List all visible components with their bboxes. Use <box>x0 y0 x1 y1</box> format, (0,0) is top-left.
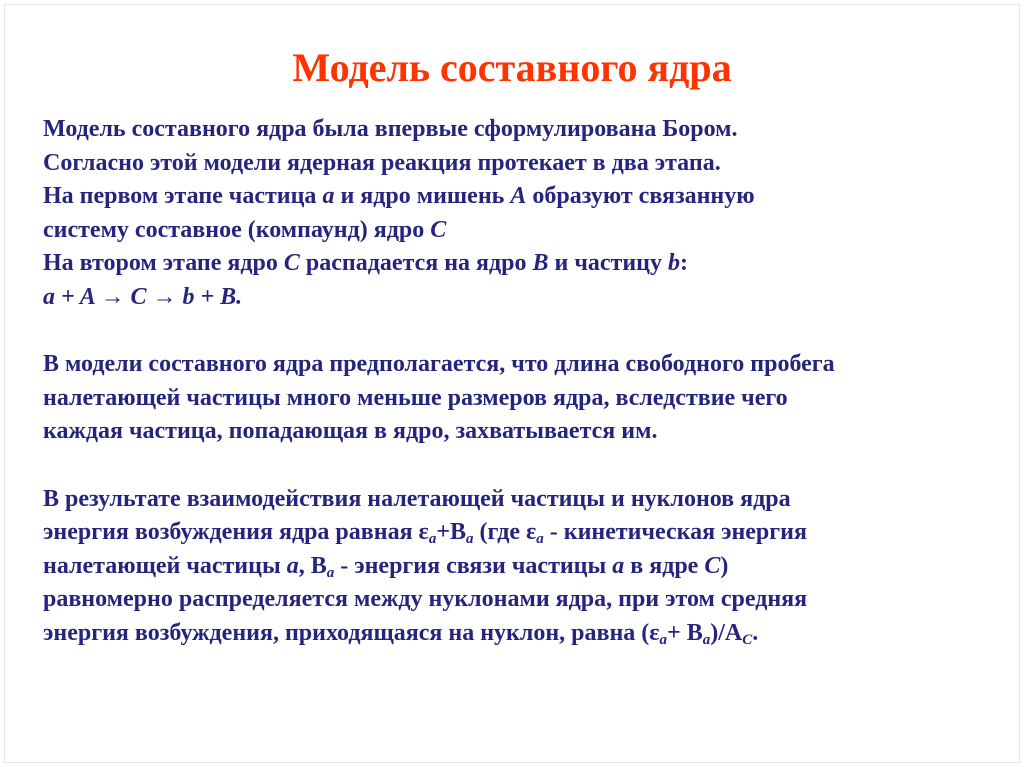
paragraph3-line4: равномерно распределяется между нуклонами ядра, при этом средняя <box>43 586 808 613</box>
text-segment: ) <box>720 552 729 579</box>
variable-B: В <box>532 250 549 277</box>
variable-A: А <box>510 183 527 210</box>
paragraph3-line5 <box>43 617 1003 651</box>
subscript-a: a <box>466 531 474 548</box>
paragraph1-line5 <box>43 247 1003 281</box>
variable-C: С <box>283 250 300 277</box>
reaction-formula: a + A → C → b + B. <box>43 283 243 310</box>
text-segment: , B <box>298 552 327 579</box>
paragraph-spacer <box>43 449 1003 483</box>
variable-a: a <box>612 552 625 579</box>
paragraph3-line2 <box>43 516 1003 550</box>
subscript-a: a <box>428 531 437 548</box>
paragraph-spacer <box>43 315 1003 349</box>
text-segment: систему составное (компаунд) ядро <box>43 216 431 243</box>
paragraph1-line2: Согласно этой модели ядерная реакция протекает в два этапа. <box>43 149 721 176</box>
paragraph1-line1: Модель составного ядра была впервые сформулирована Бором. <box>43 116 738 142</box>
variable-a: a <box>322 183 335 210</box>
variable-C: C <box>704 552 721 579</box>
text-segment: и ядро мишень <box>334 183 511 210</box>
variable-b: b <box>667 250 680 277</box>
text-segment: . <box>752 619 759 646</box>
paragraph3-line3 <box>43 550 1003 584</box>
paragraph1-line4 <box>43 214 1003 248</box>
subscript-a: a <box>702 631 711 648</box>
text-segment: - кинетическая энергия <box>543 519 807 546</box>
variable-a: a <box>286 552 299 579</box>
paragraph1-line3 <box>43 180 1003 214</box>
text-segment: в ядре <box>624 552 705 579</box>
subscript-a: a <box>326 564 335 581</box>
text-segment: - энергия связи частицы <box>334 552 613 579</box>
text-segment: : <box>679 250 688 277</box>
subscript-a: a <box>659 631 668 648</box>
text-segment: (где ε <box>473 519 537 546</box>
text-segment: налетающей частицы <box>43 552 287 579</box>
text-segment: На первом этапе частица <box>43 183 323 210</box>
text-segment: На втором этапе ядро <box>43 250 284 277</box>
paragraph2-line1: В модели составного ядра предполагается, что длина свободного пробега <box>43 351 835 378</box>
text-segment: + B <box>667 619 703 646</box>
text-segment: )/A <box>710 619 743 646</box>
text-segment: образуют связанную <box>526 183 755 210</box>
text-segment: +B <box>436 519 466 546</box>
paragraph3-line1: В результате взаимодействия налетающей частицы и нуклонов ядра <box>43 485 791 512</box>
subscript-C: C <box>742 631 753 648</box>
text-segment: распадается на ядро <box>299 250 533 277</box>
variable-C: С <box>430 216 447 243</box>
subscript-a: a <box>536 531 544 548</box>
paragraph2-line3: каждая частица, попадающая в ядро, захватывается им. <box>43 418 658 445</box>
slide-title: Модель составного ядра <box>292 45 732 90</box>
text-segment: энергия возбуждения, приходящаяся на нуклон, равна (ε <box>43 619 660 646</box>
text-segment: энергия возбуждения ядра равная ε <box>43 519 429 546</box>
paragraph2-line2: налетающей частицы много меньше размеров ядра, вследствие чего <box>43 384 788 411</box>
slide-body <box>43 113 1003 651</box>
text-segment: и частицу <box>548 250 668 277</box>
